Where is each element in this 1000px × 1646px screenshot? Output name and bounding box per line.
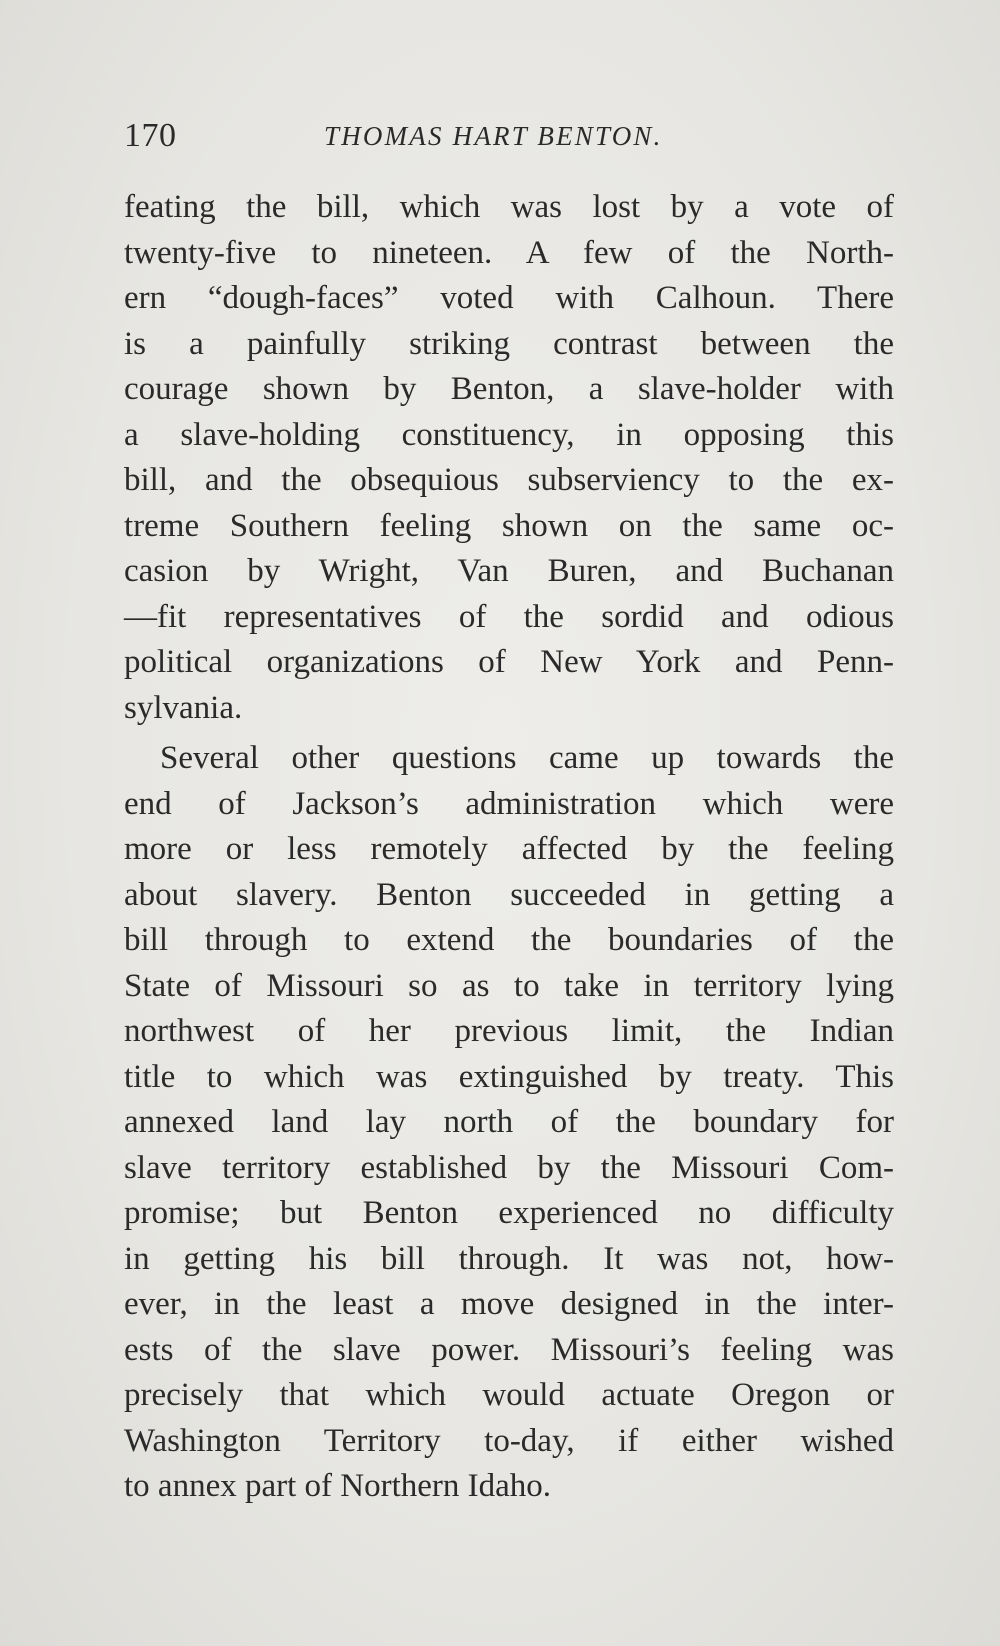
text-line: political organizations of New York and Penn- bbox=[124, 644, 894, 680]
text-line: end of Jackson’s administration which were bbox=[124, 785, 894, 822]
text-line: ests of the slave power. Missouri’s feeling was bbox=[124, 1331, 894, 1368]
text-line: Washington Territory to-day, if either wished bbox=[124, 1422, 894, 1459]
body-text bbox=[124, 185, 894, 1510]
text-line: Several other questions came up towards the bbox=[160, 740, 894, 776]
text-line: slave territory established by the Missouri Com- bbox=[124, 1149, 894, 1186]
text-line: feating the bill, which was lost by a vote of bbox=[124, 189, 894, 225]
text-line: promise; but Benton experienced no difficulty bbox=[124, 1195, 894, 1231]
text-line: ern “dough-faces” voted with Calhoun. There bbox=[124, 280, 894, 316]
paragraph bbox=[124, 736, 894, 1510]
text-line: treme Southern feeling shown on the same oc- bbox=[124, 507, 894, 544]
text-line: title to which was extinguished by treaty. This bbox=[124, 1058, 894, 1095]
text-line: annexed land lay north of the boundary for bbox=[124, 1104, 894, 1140]
text-line: in getting his bill through. It was not, how- bbox=[124, 1240, 894, 1277]
text-line: courage shown by Benton, a slave-holder with bbox=[124, 371, 894, 407]
page-number: 170 bbox=[124, 117, 177, 154]
text-line: sylvania. bbox=[124, 689, 243, 726]
text-line: is a painfully striking contrast between the bbox=[124, 325, 894, 362]
running-head: THOMAS HART BENTON. bbox=[324, 121, 663, 151]
text-line: twenty-five to nineteen. A few of the North- bbox=[124, 234, 894, 271]
text-line: more or less remotely affected by the feeling bbox=[124, 831, 894, 867]
text-line: a slave-holding constituency, in opposing this bbox=[124, 416, 894, 453]
text-line: bill, and the obsequious subserviency to the ex- bbox=[124, 462, 894, 498]
text-line: casion by Wright, Van Buren, and Buchanan bbox=[124, 553, 894, 589]
text-line: —fit representatives of the sordid and odious bbox=[124, 598, 894, 635]
text-line: precisely that which would actuate Oregon or bbox=[124, 1377, 894, 1413]
page-header bbox=[124, 112, 894, 160]
text-line: northwest of her previous limit, the Indian bbox=[124, 1013, 894, 1049]
text-line: bill through to extend the boundaries of the bbox=[124, 922, 894, 958]
text-line: to annex part of Northern Idaho. bbox=[124, 1468, 552, 1504]
paragraph bbox=[124, 185, 894, 731]
text-line: State of Missouri so as to take in territory lying bbox=[124, 967, 894, 1004]
text-line: about slavery. Benton succeeded in getting a bbox=[124, 876, 894, 913]
text-line: ever, in the least a move designed in the inter- bbox=[124, 1286, 894, 1322]
